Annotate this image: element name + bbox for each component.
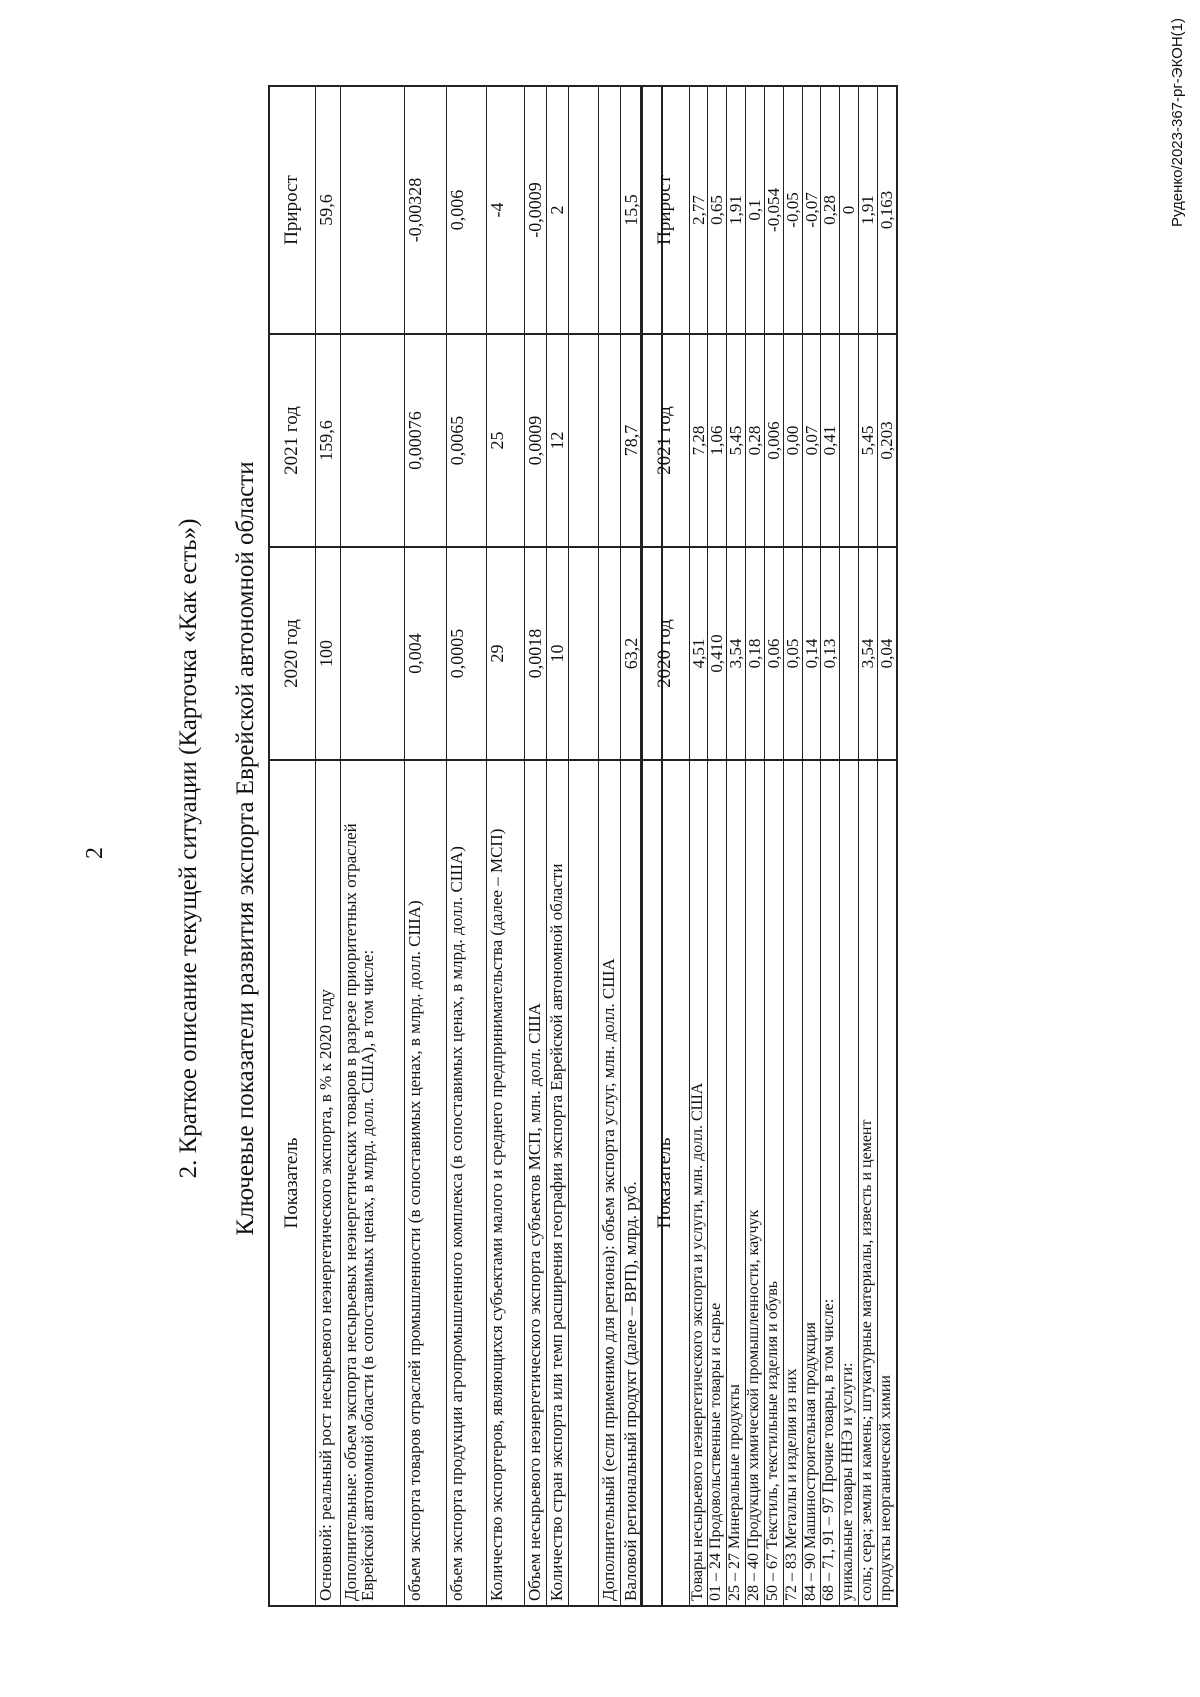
value-2021: 0,41 — [821, 334, 840, 547]
value-2021: 0,006 — [764, 334, 783, 547]
value-2020: 0,18 — [746, 547, 765, 760]
table-row — [764, 86, 783, 1606]
value-2020 — [340, 547, 404, 760]
value-2020 — [598, 547, 620, 760]
table-row — [727, 86, 746, 1606]
value-2021: 1,06 — [708, 334, 727, 547]
row-label: 72 – 83 Металлы и изделия из них — [783, 760, 802, 1606]
table-row — [840, 86, 859, 1606]
value-2020: 0,410 — [708, 547, 727, 760]
value-growth — [340, 86, 404, 334]
table-row — [802, 86, 821, 1606]
value-2021: 0,0065 — [446, 334, 486, 547]
row-label: 84 – 90 Машиностроительная продукция — [802, 760, 821, 1606]
row-label: Объем несырьевого неэнергетического экспорта субъектов МСП, млн. долл. США — [524, 760, 546, 1606]
column-header-growth: Прирост — [641, 86, 689, 334]
column-header-indicator: Показатель — [641, 760, 689, 1606]
value-2020: 63,2 — [620, 547, 642, 760]
table-row — [689, 86, 708, 1606]
value-2021: 0,07 — [802, 334, 821, 547]
value-2021: 5,45 — [727, 334, 746, 547]
value-2021: 5,45 — [859, 334, 878, 547]
table-row — [620, 86, 642, 1606]
column-header-2020: 2020 год — [269, 547, 315, 760]
value-growth — [598, 86, 620, 334]
value-2021 — [340, 334, 404, 547]
value-2020: 29 — [486, 547, 524, 760]
row-label: соль; сера; земли и камень; штукатурные материалы, известь и цемент — [859, 760, 878, 1606]
value-2021: 25 — [486, 334, 524, 547]
column-header-indicator: Показатель — [269, 760, 315, 1606]
table-row — [859, 86, 878, 1606]
table-row — [746, 86, 765, 1606]
row-label: 50 – 67 Текстиль, текстильные изделия и обувь — [764, 760, 783, 1606]
row-label — [568, 760, 598, 1606]
value-2021: 0,0009 — [524, 334, 546, 547]
row-label: объем экспорта продукции агропромышленного комплекса (в сопоставимых ценах, в млрд. долл. США) — [446, 760, 486, 1606]
table-header-row — [641, 86, 689, 1606]
table-row — [708, 86, 727, 1606]
value-2020: 0,04 — [877, 547, 896, 760]
row-label: объем экспорта товаров отраслей промышленности (в сопоставимых ценах, в млрд. долл. США) — [404, 760, 446, 1606]
row-label: 01 – 24 Продовольственные товары и сырье — [708, 760, 727, 1606]
row-label: 68 – 71, 91 – 97 Прочие товары, в том числе: — [821, 760, 840, 1606]
table-row — [340, 86, 404, 1606]
table-row — [783, 86, 802, 1606]
row-label: Основной: реальный рост несырьевого неэнергетического экспорта, в % к 2020 году — [315, 760, 340, 1606]
value-growth: 0,1 — [746, 86, 765, 334]
value-growth: -0,05 — [783, 86, 802, 334]
value-2020 — [568, 547, 598, 760]
value-growth: 15,5 — [620, 86, 642, 334]
row-label: уникальные товары ННЭ и услуги: — [840, 760, 859, 1606]
row-label: Количество экспортеров, являющихся субъектами малого и среднего предпринимательства (далее – МСП) — [486, 760, 524, 1606]
value-growth: -4 — [486, 86, 524, 334]
table-row — [404, 86, 446, 1606]
row-label: продукты неорганической химии — [877, 760, 896, 1606]
value-growth: 0,65 — [708, 86, 727, 334]
value-2020: 100 — [315, 547, 340, 760]
value-2020: 3,54 — [727, 547, 746, 760]
value-growth: -0,00328 — [404, 86, 446, 334]
value-growth: 59,6 — [315, 86, 340, 334]
value-growth: -0,054 — [764, 86, 783, 334]
table-row — [598, 86, 620, 1606]
table-row — [315, 86, 340, 1606]
row-label: Дополнительный (если применимо для региона): объем экспорта услуг, млн. долл. США — [598, 760, 620, 1606]
value-2021: 159,6 — [315, 334, 340, 547]
value-2020 — [840, 547, 859, 760]
value-2020: 0,004 — [404, 547, 446, 760]
section-heading: 2. Краткое описание текущей ситуации (Карточка «Как есть») — [175, 518, 202, 1179]
row-label: Дополнительные: объем экспорта несырьевых неэнергетических товаров в разрезе приоритетных отраслей Еврейской автономной области (в сопоставимых ценах, в млрд. долл. США), в том числе: — [340, 760, 404, 1606]
value-2020: 4,51 — [689, 547, 708, 760]
value-growth: 0,28 — [821, 86, 840, 334]
table-heading: Ключевые показатели развития экспорта Еврейской автономной области — [232, 461, 259, 1236]
row-label: Товары несырьевого неэнергетического экспорта и услуги, млн. долл. США — [689, 760, 708, 1606]
value-2021: 0,00 — [783, 334, 802, 547]
value-2021: 78,7 — [620, 334, 642, 547]
table-row — [446, 86, 486, 1606]
value-2021: 12 — [546, 334, 568, 547]
value-growth: 2 — [546, 86, 568, 334]
value-2020: 0,0018 — [524, 547, 546, 760]
table-row — [568, 86, 598, 1606]
value-growth: 1,91 — [859, 86, 878, 334]
value-2021: 0,203 — [877, 334, 896, 547]
row-label: 25 – 27 Минеральные продукты — [727, 760, 746, 1606]
value-growth: 0,006 — [446, 86, 486, 334]
value-growth: 0 — [840, 86, 859, 334]
value-growth: 1,91 — [727, 86, 746, 334]
value-2021: 0,28 — [746, 334, 765, 547]
value-growth — [568, 86, 598, 334]
value-growth: 2,77 — [689, 86, 708, 334]
value-2020: 0,06 — [764, 547, 783, 760]
value-growth: 0,163 — [877, 86, 896, 334]
row-label: Количество стран экспорта или темп расширения географии экспорта Еврейской автономной области — [546, 760, 568, 1606]
table-row — [546, 86, 568, 1606]
value-2021: 7,28 — [689, 334, 708, 547]
value-growth: -0,07 — [802, 86, 821, 334]
table-header-row — [269, 86, 315, 1606]
column-header-2020: 2020 год — [641, 547, 689, 760]
row-label: 28 – 40 Продукция химической промышленности, каучук — [746, 760, 765, 1606]
value-2020: 0,14 — [802, 547, 821, 760]
column-header-growth: Прирост — [269, 86, 315, 334]
table-row — [821, 86, 840, 1606]
value-2020: 0,05 — [783, 547, 802, 760]
table-row — [524, 86, 546, 1606]
document-reference: Руденко/2023-367-рг-ЭКОН(1) — [1169, 18, 1186, 228]
value-2020: 0,13 — [821, 547, 840, 760]
page-number: 2 — [82, 847, 108, 859]
table-row — [877, 86, 896, 1606]
key-indicators-table — [268, 85, 663, 1607]
value-2020: 0,0005 — [446, 547, 486, 760]
export-goods-table — [640, 85, 898, 1607]
column-header-2021: 2021 год — [641, 334, 689, 547]
value-2021: 0,00076 — [404, 334, 446, 547]
table-row — [486, 86, 524, 1606]
value-2021 — [598, 334, 620, 547]
value-2021 — [568, 334, 598, 547]
column-header-2021: 2021 год — [269, 334, 315, 547]
value-2021 — [840, 334, 859, 547]
value-growth: -0,0009 — [524, 86, 546, 334]
value-2020: 3,54 — [859, 547, 878, 760]
row-label: Валовой региональный продукт (далее – ВРП), млрд. руб. — [620, 760, 642, 1606]
value-2020: 10 — [546, 547, 568, 760]
